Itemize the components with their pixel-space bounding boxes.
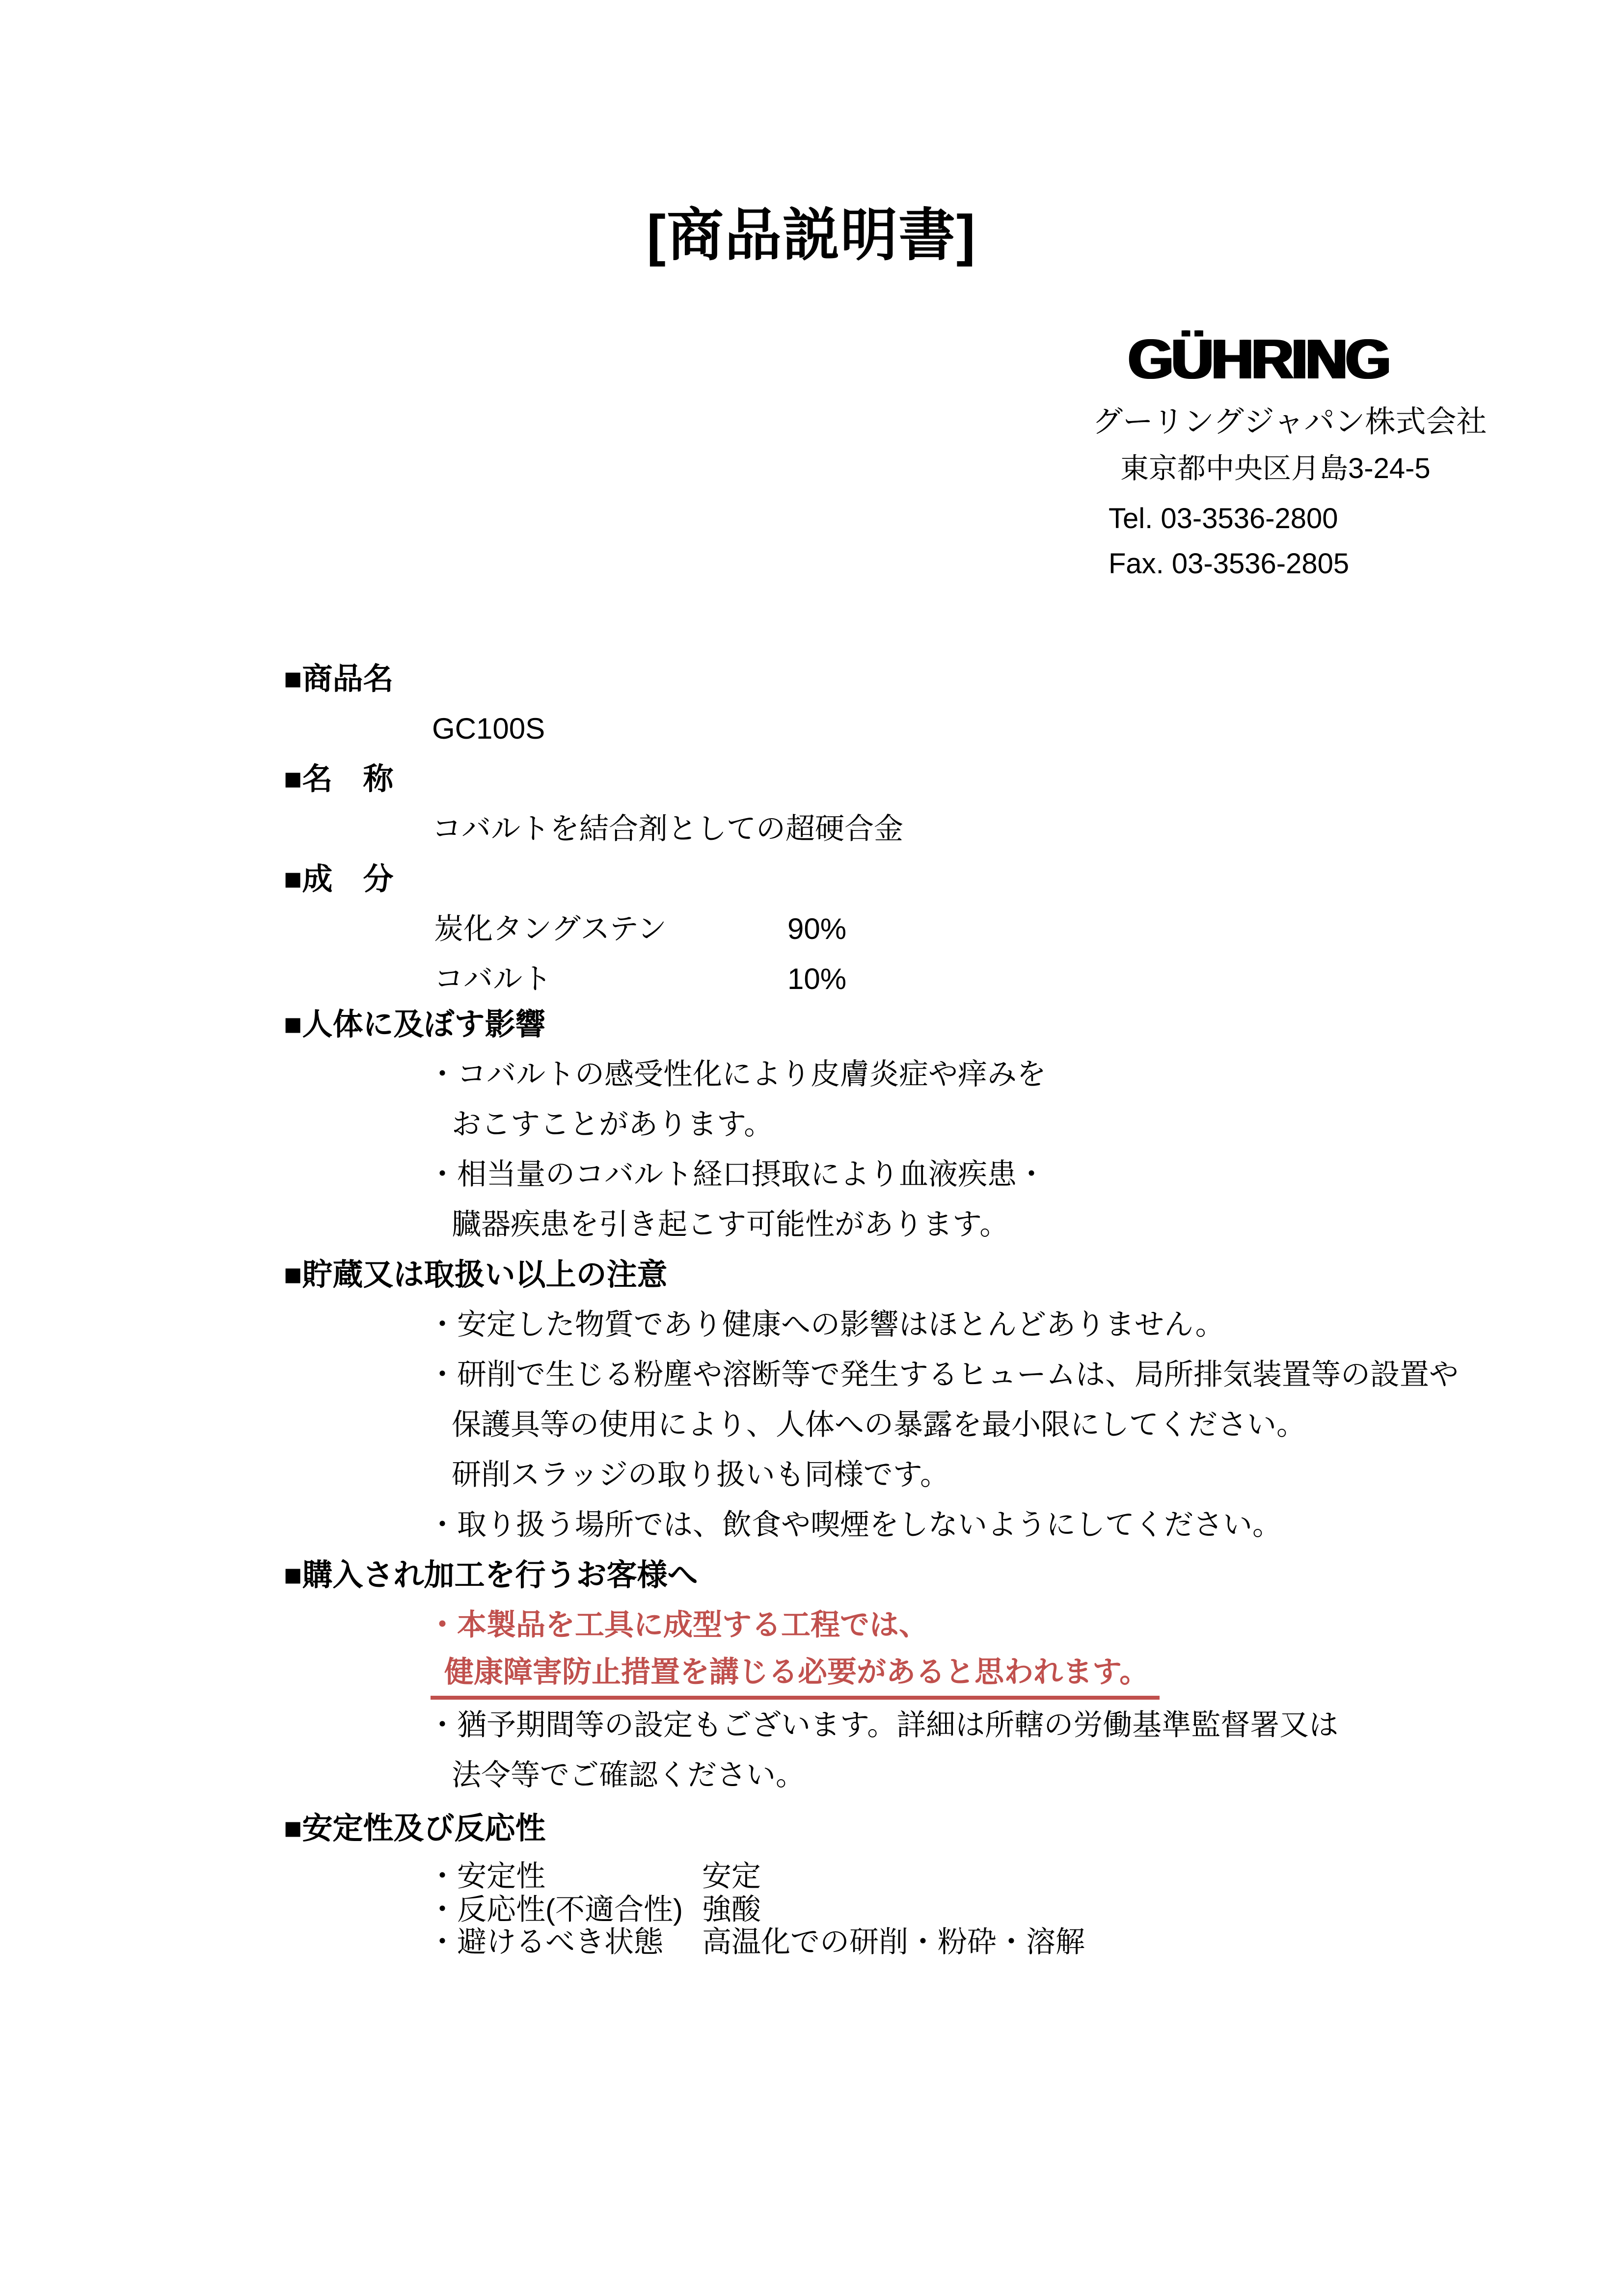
heading-name: ■名 称: [284, 762, 394, 796]
health-line: ・コバルトの感受性化により皮膚炎症や痒みを: [428, 1058, 1046, 1091]
stability-value: 安定: [702, 1860, 761, 1893]
heading-product-name: ■商品名: [284, 662, 394, 696]
stability-label: ・反応性(不適合性): [428, 1893, 683, 1926]
heading-composition: ■成 分: [284, 862, 394, 896]
stability-value: 高温化での研削・粉砕・溶解: [702, 1925, 1085, 1958]
heading-customer-processing: ■購入され加工を行うお客様へ: [284, 1558, 698, 1592]
composition-label: コバルト: [434, 962, 552, 995]
heading-stability-reactivity: ■安定性及び反応性: [284, 1812, 546, 1845]
company-name: グーリングジャパン株式会社: [1092, 405, 1487, 439]
composition-row-tungsten-carbide: [0, 912, 1623, 947]
heading-health-effects: ■人体に及ぼす影響: [284, 1008, 546, 1041]
company-fax: Fax. 03-3536-2805: [1109, 548, 1350, 580]
health-line: 臓器疾患を引き起こす可能性があります。: [452, 1208, 1009, 1241]
customer-line: ・猶予期間等の設定もございます。詳細は所轄の労働基準監督署又は: [428, 1709, 1339, 1741]
guhring-logo-text: GÜHRING: [1128, 327, 1389, 391]
company-address: 東京都中央区月島3-24-5: [1120, 453, 1431, 484]
guhring-logo: [1128, 327, 1462, 391]
stability-row-reactivity: [0, 1893, 1623, 1928]
health-line: ・相当量のコバルト経口摂取により血液疾患・: [428, 1158, 1046, 1191]
document-title: [商品説明書]: [647, 203, 976, 267]
composition-row-cobalt: [0, 962, 1623, 997]
name-value: コバルトを結合剤としての超硬合金: [432, 812, 903, 845]
customer-warning-line: ・本製品を工具に成型する工程では、: [428, 1608, 928, 1641]
stability-row-stability: [0, 1859, 1623, 1895]
storage-line: ・安定した物質であり健康への影響はほとんどありません。: [428, 1308, 1225, 1341]
product-name-value: GC100S: [432, 712, 545, 745]
storage-line: 研削スラッジの取り扱いも同様です。: [452, 1458, 949, 1491]
stability-row-conditions-to-avoid: [0, 1925, 1623, 1960]
storage-line: 保護具等の使用により、人体への暴露を最小限にしてください。: [452, 1408, 1306, 1441]
storage-line: ・研削で生じる粉塵や溶断等で発生するヒュームは、局所排気装置等の設置や: [428, 1358, 1459, 1391]
stability-label: ・安定性: [428, 1860, 545, 1893]
composition-percent: 10%: [787, 962, 847, 995]
customer-line: 法令等でご確認ください。: [452, 1759, 805, 1791]
heading-storage-handling: ■貯蔵又は取扱い以上の注意: [284, 1258, 668, 1292]
customer-warning-underlined-text: 健康障害防止措置を講じる必要があると思われます。: [431, 1655, 1160, 1700]
stability-label: ・避けるべき状態: [428, 1925, 663, 1958]
composition-label: 炭化タングステン: [434, 912, 667, 945]
customer-warning-underlined: [431, 1655, 1160, 1700]
storage-line: ・取り扱う場所では、飲食や喫煙をしないようにしてください。: [428, 1508, 1282, 1541]
health-line: おこすことがあります。: [452, 1108, 774, 1141]
composition-percent: 90%: [787, 912, 847, 945]
stability-value: 強酸: [702, 1893, 761, 1926]
company-tel: Tel. 03-3536-2800: [1109, 503, 1338, 534]
